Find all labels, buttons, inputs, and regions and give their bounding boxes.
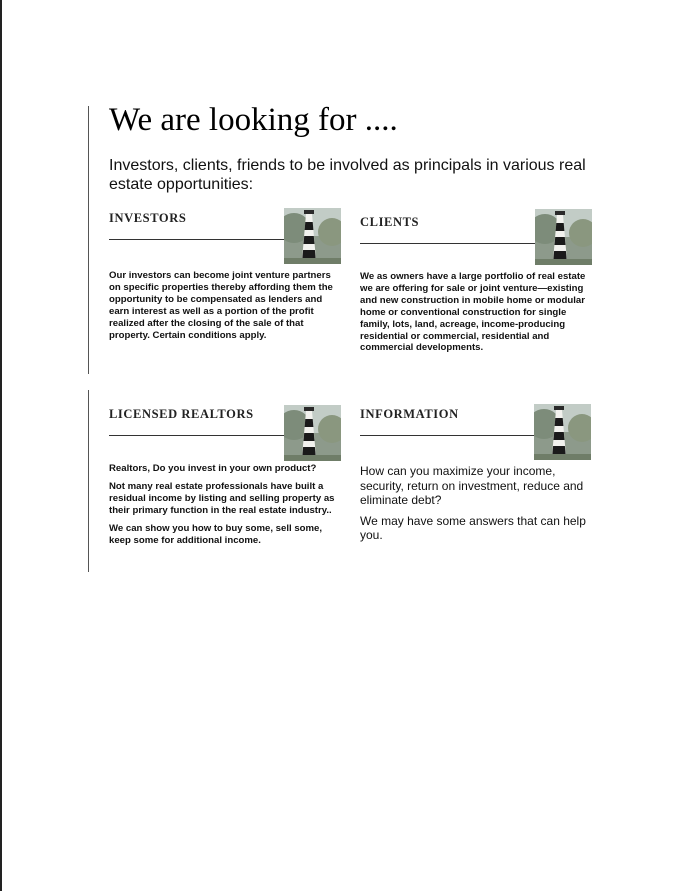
margin-rule-bottom	[88, 390, 89, 572]
section-paragraph: We as owners have a large portfolio of real estate we are offering for sale or joint venture—existing and new construction in mobile home or modular home or conventional construction for single family, lots, land, acreage, income-producing residential or commercial, residential and commercial developments.	[360, 271, 586, 354]
section-heading: INVESTORS	[109, 211, 187, 225]
section-body	[360, 271, 592, 360]
section-divider	[109, 239, 285, 240]
section-divider	[109, 435, 285, 436]
lighthouse-photo	[534, 404, 591, 460]
page-title: We are looking for ....	[109, 102, 398, 138]
section-divider	[360, 435, 536, 436]
section-heading: CLIENTS	[360, 215, 420, 229]
section-heading: INFORMATION	[360, 407, 459, 421]
page-subtitle: Investors, clients, friends to be involved as principals in various real estate opportunities:	[109, 157, 586, 193]
section-paragraph: Not many real estate professionals have built a residual income by listing and selling property as their primary function in the real estate industry..	[109, 480, 335, 516]
margin-rule-top	[88, 106, 89, 374]
section-body	[109, 270, 337, 347]
section-body	[360, 464, 592, 549]
section-paragraph: We may have some answers that can help you.	[360, 513, 586, 542]
section-paragraph: How can you maximize your income, security, return on investment, reduce and eliminate debt?	[360, 464, 584, 507]
section-divider	[360, 243, 536, 244]
section-paragraph: We can show you how to buy some, sell some, keep some for additional income.	[109, 522, 323, 546]
lighthouse-photo	[284, 405, 341, 461]
section-body	[109, 463, 341, 552]
section-heading: LICENSED REALTORS	[109, 407, 254, 421]
section-paragraph: Realtors, Do you invest in your own product?	[109, 463, 317, 474]
lighthouse-photo	[535, 209, 592, 265]
page-edge	[0, 0, 2, 891]
section-paragraph: Our investors can become joint venture partners on specific properties thereby affording them the opportunity to be compensated as lenders and earn interest as well as a portion of the profit realized after the closing of the sale of that property. Certain conditions apply.	[109, 270, 333, 341]
lighthouse-photo	[284, 208, 341, 264]
